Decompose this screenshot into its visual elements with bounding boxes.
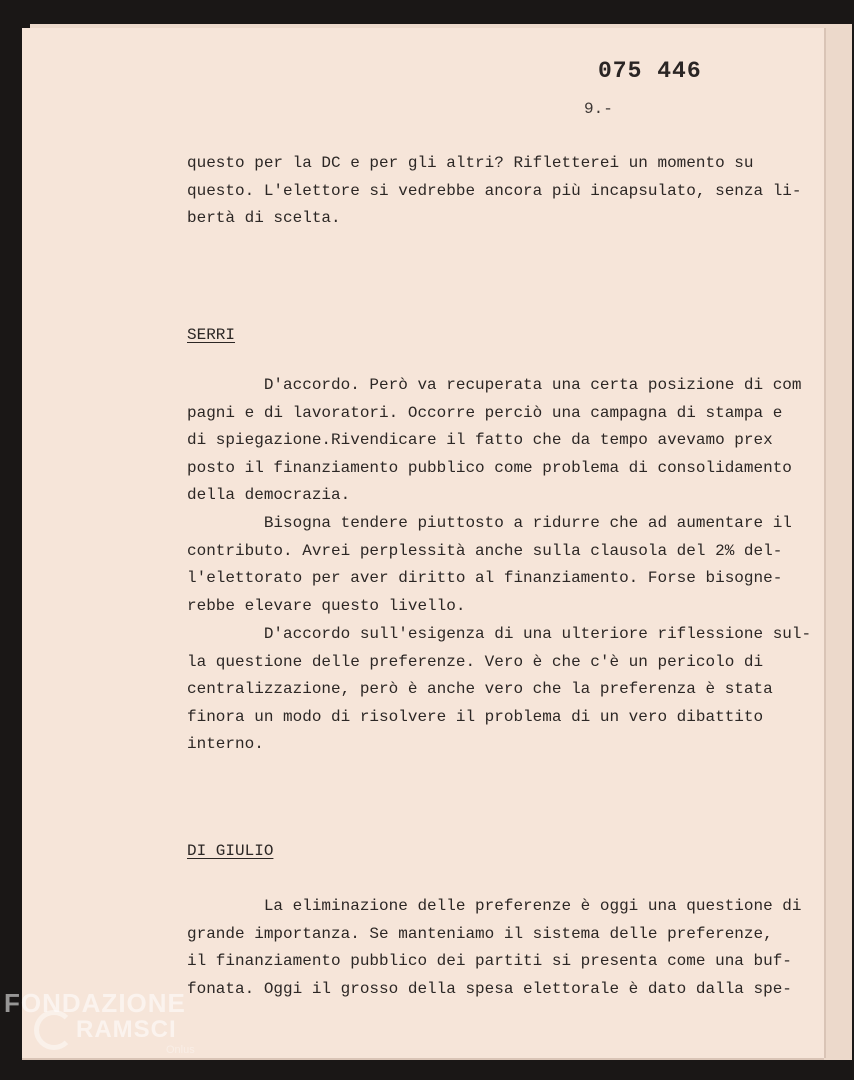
text-line: contributo. Avrei perplessità anche sulla clausola del 2% del- [187, 541, 783, 560]
text-line: questo per la DC e per gli altri? Rifletterei un momento su [187, 154, 754, 172]
text-line: della democrazia. [187, 486, 351, 504]
text-line: La eliminazione delle preferenze è oggi una questione di [187, 897, 802, 915]
watermark-line-2: RAMSCI [76, 1016, 177, 1043]
text-line: Bisogna tendere piuttosto a ridurre che ad aumentare il [187, 514, 792, 532]
text-line: bertà di scelta. [187, 209, 341, 227]
text-line: rebbe elevare questo livello. [187, 596, 466, 615]
watermark-line-3: Onlus [166, 1044, 195, 1056]
text-line: centralizzazione, però è anche vero che la preferenza è stata [187, 680, 773, 698]
text-line: finora un modo di risolvere il problema di un vero dibattito [187, 707, 764, 726]
text-line: D'accordo. Però va recuperata una certa posizione di com [187, 376, 802, 394]
text-line: interno. [187, 735, 264, 753]
speaker-heading-di-giulio: DI GIULIO [187, 842, 274, 860]
text-line: pagni e di lavoratori. Occorre perciò una campagna di stampa e [187, 403, 783, 422]
text-line: questo. L'elettore si vedrebbe ancora più incapsulato, senza li- [187, 181, 802, 200]
di-giulio-paragraph-1 [187, 893, 807, 1003]
text-line: il finanziamento pubblico dei partiti si presenta come una buf- [187, 952, 792, 970]
speaker-heading-serri: SERRI [187, 326, 236, 344]
text-line: grande importanza. Se manteniamo il sistema delle preferenze, [187, 924, 773, 943]
page-number: 9.- [584, 100, 613, 118]
archive-number: 075 446 [598, 58, 702, 84]
serri-paragraph-3 [187, 621, 812, 759]
text-line: l'elettorato per aver diritto al finanziamento. Forse bisogne- [187, 569, 783, 587]
serri-paragraph-2 [187, 510, 807, 620]
watermark-line-1: FONDAZIONE [4, 988, 186, 1018]
watermark-g-logo-icon [34, 1010, 74, 1050]
serri-paragraph-1 [187, 372, 807, 510]
text-line: di spiegazione.Rivendicare il fatto che da tempo avevamo prex [187, 431, 773, 449]
intro-paragraph [187, 150, 807, 233]
text-line: posto il finanziamento pubblico come problema di consolidamento [187, 458, 792, 477]
fondazione-gramsci-watermark [4, 988, 234, 1068]
text-line: la questione delle preferenze. Vero è che c'è un pericolo di [187, 652, 764, 671]
text-line: fonata. Oggi il grosso della spesa elettorale è dato dalla spe- [187, 979, 792, 998]
text-line: D'accordo sull'esigenza di una ulteriore riflessione sul- [187, 625, 812, 643]
